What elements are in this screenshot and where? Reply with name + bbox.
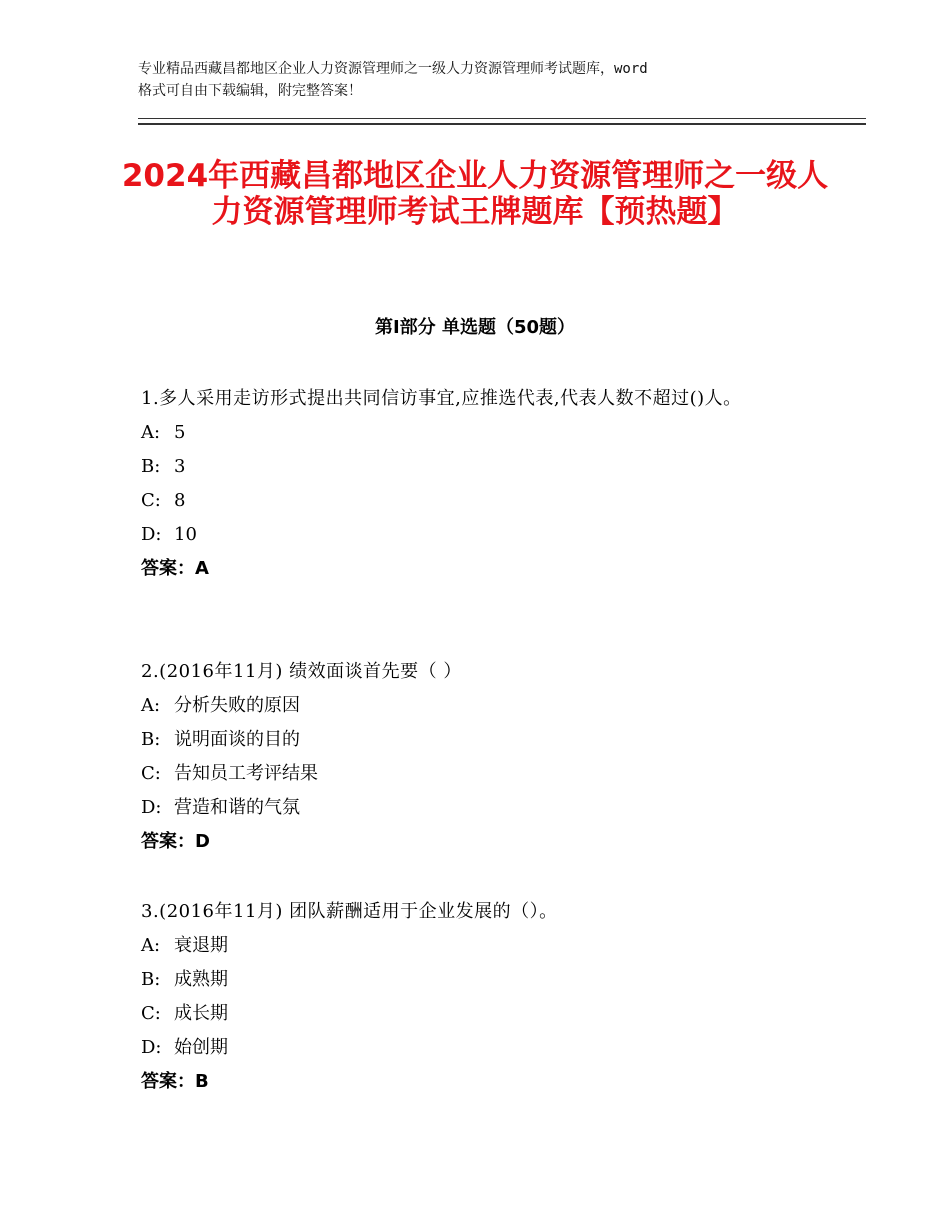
answer-line <box>141 552 821 586</box>
option-b <box>141 450 821 484</box>
option-b <box>141 723 821 757</box>
answer-value: B <box>195 1071 209 1092</box>
option-letter: C: <box>141 763 161 784</box>
option-text: 营造和谐的气氛 <box>174 797 300 818</box>
option-letter: B: <box>141 729 161 750</box>
option-text: 3 <box>174 456 186 477</box>
header-note-line-2: 格式可自由下载编辑，附完整答案！ <box>138 83 362 99</box>
option-c <box>141 484 821 518</box>
option-letter: C: <box>141 490 161 511</box>
option-text: 8 <box>174 490 186 511</box>
option-letter: B: <box>141 456 161 477</box>
option-c <box>141 997 821 1031</box>
answer-value: D <box>195 831 210 852</box>
option-text: 衰退期 <box>174 935 228 956</box>
option-text: 成长期 <box>174 1003 228 1024</box>
answer-label: 答案： <box>141 1071 195 1092</box>
option-text: 始创期 <box>174 1037 228 1058</box>
header-note-line-1: 专业精品西藏昌都地区企业人力资源管理师之一级人力资源管理师考试题库，word <box>138 61 648 77</box>
answer-label: 答案： <box>141 831 195 852</box>
answer-label: 答案： <box>141 558 195 579</box>
question-2 <box>141 655 821 859</box>
header-note <box>138 58 838 102</box>
question-stem: 3.(2016年11月) 团队薪酬适用于企业发展的（）。 <box>141 901 558 922</box>
option-d <box>141 791 821 825</box>
option-text: 10 <box>174 524 197 545</box>
section-heading: 第Ⅰ部分 单选题（50题） <box>374 317 575 338</box>
option-letter: D: <box>141 797 162 818</box>
option-text: 告知员工考评结果 <box>174 763 318 784</box>
option-a <box>141 929 821 963</box>
answer-line <box>141 1065 821 1099</box>
document-title: 2024年西藏昌都地区企业人力资源管理师之一级人力资源管理师考试王牌题库【预热题】 <box>121 158 829 230</box>
option-letter: C: <box>141 1003 161 1024</box>
question-stem: 1.多人采用走访形式提出共同信访事宜,应推选代表,代表人数不超过()人。 <box>141 388 742 409</box>
option-letter: A: <box>141 422 161 443</box>
answer-line <box>141 825 821 859</box>
option-text: 成熟期 <box>174 969 228 990</box>
option-letter: A: <box>141 935 161 956</box>
question-stem: 2.(2016年11月) 绩效面谈首先要（ ） <box>141 661 462 682</box>
option-text: 分析失败的原因 <box>174 695 300 716</box>
option-text: 说明面谈的目的 <box>174 729 300 750</box>
option-d <box>141 518 821 552</box>
option-a <box>141 689 821 723</box>
option-d <box>141 1031 821 1065</box>
option-a <box>141 416 821 450</box>
header-divider-thick <box>138 123 866 125</box>
option-c <box>141 757 821 791</box>
option-letter: A: <box>141 695 161 716</box>
header-divider-thin <box>138 118 866 119</box>
question-1 <box>141 382 821 586</box>
option-text: 5 <box>174 422 186 443</box>
option-letter: D: <box>141 524 162 545</box>
option-letter: D: <box>141 1037 162 1058</box>
question-3 <box>141 895 821 1099</box>
answer-value: A <box>195 558 209 579</box>
option-b <box>141 963 821 997</box>
option-letter: B: <box>141 969 161 990</box>
